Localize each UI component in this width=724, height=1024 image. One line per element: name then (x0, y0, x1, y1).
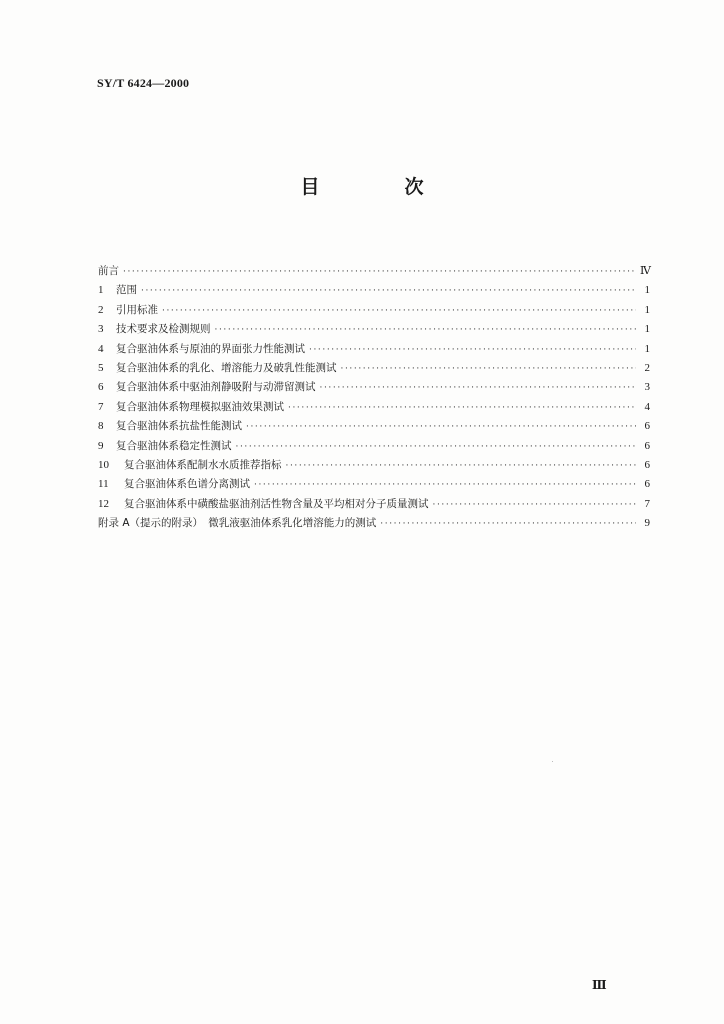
toc-entry[interactable] (98, 495, 650, 514)
toc-leader-dots (246, 418, 636, 437)
toc-leader-dots (309, 341, 636, 360)
toc-entry[interactable] (98, 340, 650, 359)
toc-entry-number: 8 (98, 420, 104, 433)
toc-entry-label: 复合驱油体系抗盐性能测试 (116, 420, 242, 433)
toc-leader-dots (162, 302, 636, 321)
toc-leader-dots (215, 321, 637, 340)
toc-leader-dots (320, 379, 637, 398)
toc-entry[interactable] (98, 437, 650, 456)
toc-entry-page: 6 (644, 458, 650, 471)
toc-entry-label: 复合驱油体系与原油的界面张力性能测试 (116, 342, 305, 355)
toc-leader-dots (123, 263, 636, 282)
toc-leader-dots (236, 438, 637, 457)
toc-entry-page: 1 (644, 284, 650, 297)
toc-entry-page: 6 (644, 439, 650, 452)
toc-entry-number: 3 (98, 323, 104, 336)
toc-entry-label: 复合驱油体系色谱分离测试 (124, 478, 250, 491)
toc-entry-label: 复合驱油体系中磺酸盐驱油剂活性物含量及平均相对分子质量测试 (124, 497, 429, 510)
toc-entry-label: 复合驱油体系中驱油剂静吸附与动滞留测试 (116, 381, 316, 394)
toc-entry-page: 6 (644, 478, 650, 491)
toc-entry-number: 1 (98, 284, 104, 297)
page-title: 目 次 (300, 176, 457, 198)
toc-entry-page: 9 (644, 517, 650, 530)
toc-entry[interactable] (98, 514, 650, 533)
toc-entry[interactable] (98, 359, 650, 378)
toc-entry-page: 4 (644, 400, 650, 413)
toc-entry-page: 7 (644, 497, 650, 510)
toc-entry-label: 附录 A（提示的附录） 微乳液驱油体系乳化增溶能力的测试 (98, 517, 377, 530)
toc-entry-label: 复合驱油体系物理模拟驱油效果测试 (116, 400, 284, 413)
toc-entry-label: 复合驱油体系的乳化、增溶能力及破乳性能测试 (116, 361, 337, 374)
toc-leader-dots (286, 457, 637, 476)
toc-entry[interactable] (98, 301, 650, 320)
toc-leader-dots (254, 476, 636, 495)
toc-entry-label: 引用标准 (116, 303, 158, 316)
toc-entry-page: Ⅳ (640, 265, 651, 277)
toc-entry-page: 6 (644, 420, 650, 433)
toc-entry-number: 9 (98, 439, 104, 452)
toc-entry-number: 10 (98, 458, 109, 471)
toc-entry[interactable] (98, 378, 650, 397)
toc-entry-page: 3 (644, 381, 650, 394)
toc-entry-page: 1 (644, 323, 650, 336)
toc-entry-page: 2 (644, 361, 650, 374)
toc-entry[interactable] (98, 262, 650, 281)
toc-leader-dots (288, 399, 636, 418)
toc-entry-number: 2 (98, 303, 104, 316)
toc-leader-dots (433, 496, 637, 515)
toc-entry-label: 范围 (116, 284, 137, 297)
toc-entry-label: 复合驱油体系稳定性测试 (116, 439, 232, 452)
toc-entry[interactable] (98, 320, 650, 339)
toc-entry-label: 复合驱油体系配制水水质推荐指标 (124, 458, 282, 471)
toc-entry-number: 5 (98, 361, 104, 374)
toc-leader-dots (380, 515, 636, 534)
toc-entry-label: 前言 (98, 265, 119, 277)
toc-entry[interactable] (98, 456, 650, 475)
scan-speck (552, 761, 553, 762)
toc-entry-page: 1 (644, 303, 650, 316)
toc-entry-number: 11 (98, 478, 109, 491)
table-of-contents (98, 262, 650, 533)
page-number: Ⅲ (592, 978, 607, 992)
toc-entry-label: 技术要求及检测规则 (116, 323, 211, 336)
standard-code: SY/T 6424—2000 (97, 76, 190, 90)
toc-entry-number: 7 (98, 400, 104, 413)
toc-entry[interactable] (98, 417, 650, 436)
toc-entry-number: 4 (98, 342, 104, 355)
toc-entry-number: 12 (98, 497, 109, 510)
toc-entry-page: 1 (644, 342, 650, 355)
toc-entry[interactable] (98, 281, 650, 300)
toc-leader-dots (341, 360, 637, 379)
toc-entry[interactable] (98, 475, 650, 494)
toc-entry-number: 6 (98, 381, 104, 394)
toc-leader-dots (141, 282, 636, 301)
toc-entry[interactable] (98, 398, 650, 417)
